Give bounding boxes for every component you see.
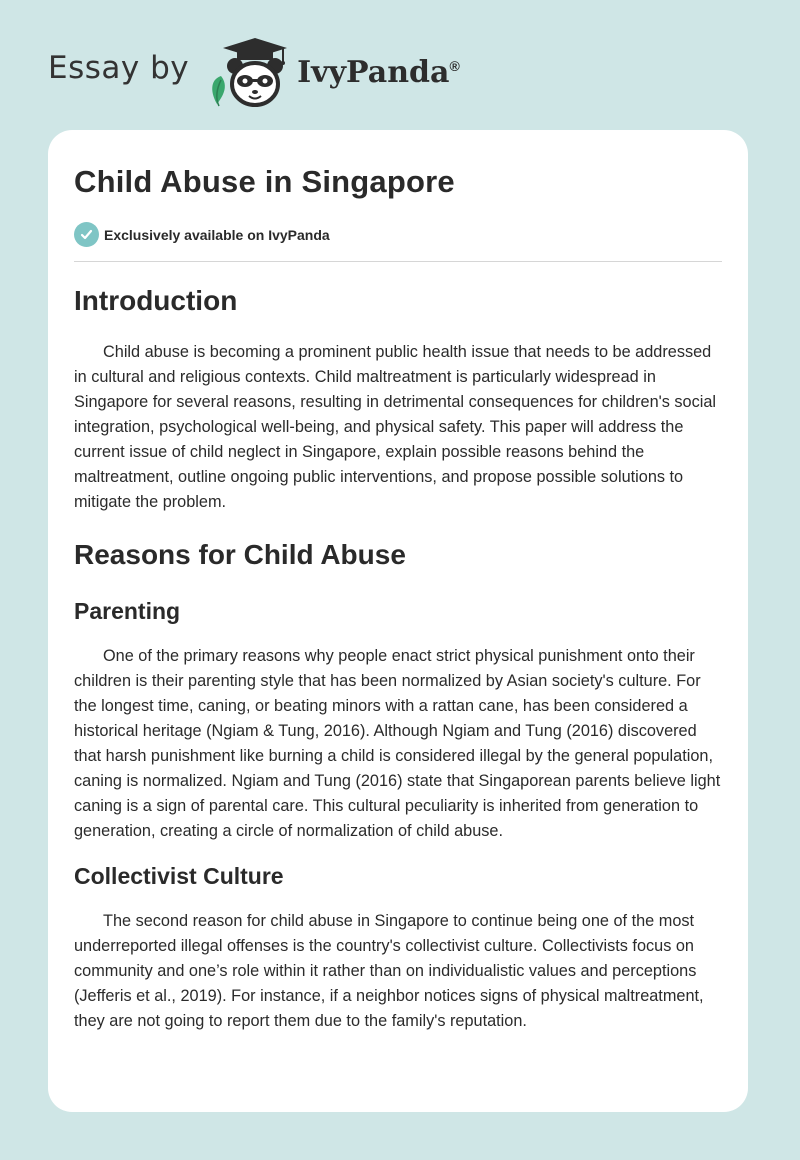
exclusive-badge-label: Exclusively available on IvyPanda [104, 226, 330, 243]
brand-prefix: Essay by [48, 50, 190, 86]
paragraph-collectivist-culture: The second reason for child abuse in Singapore to continue being one of the most underreported illegal offenses is the country's collectivist culture. Collectivists focus on community and one’s role within it rather than on individualistic values and perceptions (Jefferis et al., 2019). For instance, if a neighbor notices signs of physical maltreatment, they are not going to report them due to the family's reputation. [74, 912, 704, 1030]
title-divider [74, 261, 722, 262]
brand-name: IvyPanda® [297, 54, 460, 90]
paragraph-introduction: Child abuse is becoming a prominent public health issue that needs to be addressed in cultural and religious contexts. Child maltreatment is particularly widespread in Singapore for several reasons, resulting in detrimental consequences for children's social integration, psychological well-being, and physical safety. This paper will address the current issue of child neglect in Singapore, explain possible reasons behind the maltreatment, outline ongoing public interventions, and propose possible solutions to mitigate the problem. [74, 343, 717, 511]
registered-mark: ® [449, 57, 460, 74]
brand-header[interactable] [48, 32, 460, 112]
paragraph-parenting: One of the primary reasons why people enact strict physical punishment onto their children is their parenting style that has been normalized by Asian society's culture. For the longest time, caning, or beating minors with a rattan cane, has been considered a historical heritage (Ngiam & Tung, 2016). Although Ngiam and Tung (2016) discovered that harsh punishment like burning a child is considered illegal by the general population, caning is normalized. Ngiam and Tung (2016) state that Singaporean parents believe light caning is a sign of parental care. This cultural peculiarity is inherited from generation to generation, creating a circle of normalization of child abuse. [74, 647, 721, 840]
heading-parenting: Parenting [74, 598, 181, 624]
panda-graduate-icon [203, 32, 295, 112]
essay-card [48, 130, 748, 1112]
heading-introduction: Introduction [74, 285, 238, 316]
essay-content [74, 280, 722, 1034]
page-title: Child Abuse in Singapore [74, 164, 455, 199]
heading-reasons: Reasons for Child Abuse [74, 539, 406, 570]
exclusive-badge [74, 222, 330, 247]
checkmark-icon [74, 222, 99, 247]
heading-collectivist-culture: Collectivist Culture [74, 863, 284, 889]
